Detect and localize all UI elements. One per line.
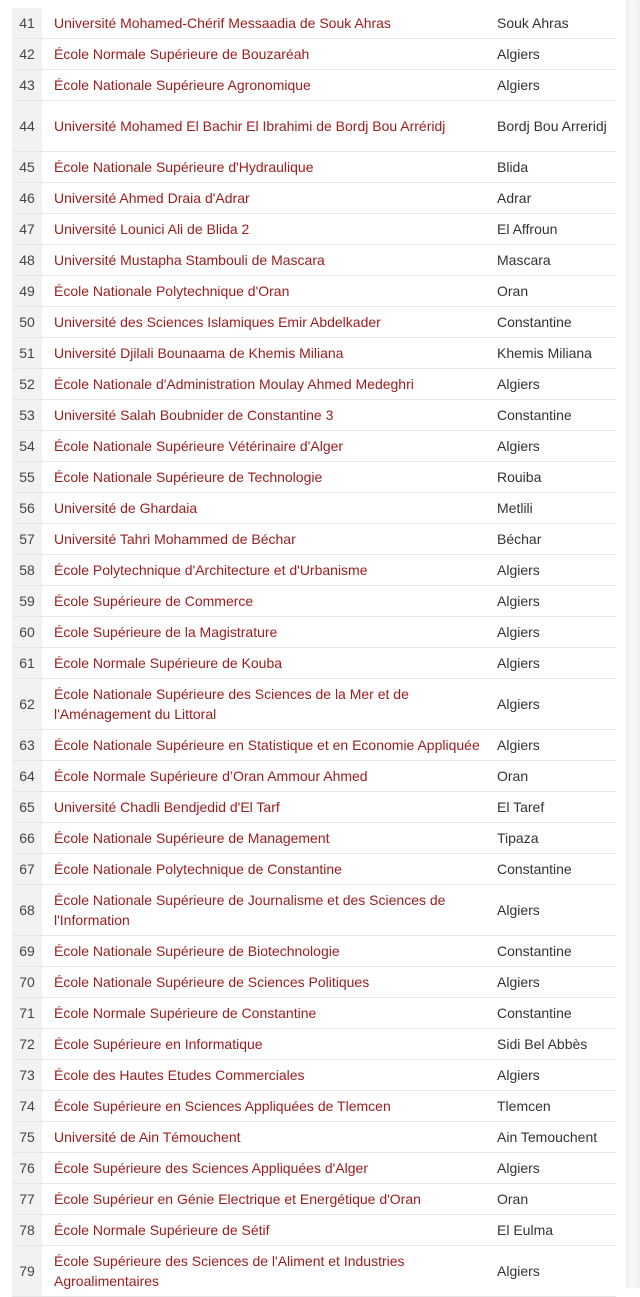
- university-link[interactable]: Université des Sciences Islamiques Emir Abdelkader: [54, 314, 381, 330]
- university-name-cell: [42, 998, 494, 1029]
- table-row: [12, 885, 616, 936]
- city-cell: El Taref: [494, 792, 616, 823]
- city-cell: Algiers: [494, 679, 616, 730]
- rank-cell: 71: [12, 998, 42, 1029]
- table-row: [12, 1153, 616, 1184]
- university-link[interactable]: École Normale Supérieure d’Oran Ammour Ahmed: [54, 768, 368, 784]
- table-row: [12, 555, 616, 586]
- city-cell: Algiers: [494, 369, 616, 400]
- table-row: [12, 1246, 616, 1297]
- university-link[interactable]: Université Mustapha Stambouli de Mascara: [54, 252, 325, 268]
- table-row: [12, 214, 616, 245]
- city-cell: Algiers: [494, 1060, 616, 1091]
- university-name-cell: [42, 792, 494, 823]
- rank-cell: 42: [12, 39, 42, 70]
- university-link[interactable]: École Nationale Supérieure de Journalisme et des Sciences de l'Information: [54, 892, 446, 928]
- university-name-cell: [42, 1122, 494, 1153]
- university-name-cell: [42, 1246, 494, 1297]
- university-name-cell: [42, 1091, 494, 1122]
- university-name-cell: [42, 400, 494, 431]
- rank-cell: 64: [12, 761, 42, 792]
- table-body: [12, 8, 616, 1297]
- city-cell: Constantine: [494, 307, 616, 338]
- table-row: [12, 730, 616, 761]
- university-name-cell: [42, 493, 494, 524]
- table-row: [12, 761, 616, 792]
- table-row: [12, 1091, 616, 1122]
- university-name-cell: [42, 648, 494, 679]
- rank-cell: 68: [12, 885, 42, 936]
- university-link[interactable]: École Nationale Polytechnique d'Oran: [54, 283, 290, 299]
- city-cell: Mascara: [494, 245, 616, 276]
- rank-cell: 60: [12, 617, 42, 648]
- table-row: [12, 70, 616, 101]
- rank-cell: 44: [12, 101, 42, 152]
- rank-cell: 54: [12, 431, 42, 462]
- table-row: [12, 998, 616, 1029]
- university-name-cell: [42, 885, 494, 936]
- university-link[interactable]: Université Mohamed-Chérif Messaadia de Souk Ahras: [54, 15, 391, 31]
- university-name-cell: [42, 854, 494, 885]
- university-name-cell: [42, 679, 494, 730]
- rank-cell: 74: [12, 1091, 42, 1122]
- university-link[interactable]: École Supérieure de Commerce: [54, 593, 254, 609]
- city-cell: Algiers: [494, 1246, 616, 1297]
- rank-cell: 49: [12, 276, 42, 307]
- university-name-cell: [42, 338, 494, 369]
- rank-cell: 48: [12, 245, 42, 276]
- table-row: [12, 823, 616, 854]
- university-link[interactable]: École Supérieure en Informatique: [54, 1036, 263, 1052]
- rank-cell: 45: [12, 152, 42, 183]
- rank-cell: 63: [12, 730, 42, 761]
- rank-cell: 59: [12, 586, 42, 617]
- university-link[interactable]: École Supérieure en Sciences Appliquées de Tlemcen: [54, 1098, 391, 1114]
- table-row: [12, 1122, 616, 1153]
- university-ranking-table: [12, 8, 616, 1297]
- table-row: [12, 1060, 616, 1091]
- rank-cell: 62: [12, 679, 42, 730]
- university-link[interactable]: Université de Ghardaia: [54, 500, 198, 516]
- university-name-cell: [42, 8, 494, 39]
- table-row: [12, 307, 616, 338]
- city-cell: Sidi Bel Abbès: [494, 1029, 616, 1060]
- table-row: [12, 183, 616, 214]
- university-name-cell: [42, 214, 494, 245]
- university-link[interactable]: École Nationale Supérieure de Biotechnologie: [54, 943, 340, 959]
- city-cell: Algiers: [494, 70, 616, 101]
- rank-cell: 58: [12, 555, 42, 586]
- city-cell: Bordj Bou Arreridj: [494, 101, 616, 152]
- table-row: [12, 8, 616, 39]
- university-name-cell: [42, 276, 494, 307]
- university-name-cell: [42, 462, 494, 493]
- rank-cell: 56: [12, 493, 42, 524]
- university-name-cell: [42, 617, 494, 648]
- university-name-cell: [42, 1060, 494, 1091]
- city-cell: Oran: [494, 1184, 616, 1215]
- rank-cell: 78: [12, 1215, 42, 1246]
- city-cell: Algiers: [494, 555, 616, 586]
- rank-cell: 47: [12, 214, 42, 245]
- university-link[interactable]: Université Salah Boubnider de Constantine 3: [54, 407, 334, 423]
- table-row: [12, 648, 616, 679]
- university-name-cell: [42, 936, 494, 967]
- city-cell: Tlemcen: [494, 1091, 616, 1122]
- city-cell: Algiers: [494, 967, 616, 998]
- rank-cell: 50: [12, 307, 42, 338]
- table-row: [12, 524, 616, 555]
- rank-cell: 70: [12, 967, 42, 998]
- university-name-cell: [42, 431, 494, 462]
- rank-cell: 69: [12, 936, 42, 967]
- city-cell: Oran: [494, 276, 616, 307]
- university-name-cell: [42, 183, 494, 214]
- university-name-cell: [42, 39, 494, 70]
- university-link[interactable]: École Supérieure des Sciences Appliquées d'Alger: [54, 1160, 368, 1176]
- university-link[interactable]: École Polytechnique d'Architecture et d'Urbanisme: [54, 562, 368, 578]
- table-row: [12, 431, 616, 462]
- city-cell: Béchar: [494, 524, 616, 555]
- university-name-cell: [42, 1184, 494, 1215]
- university-name-cell: [42, 152, 494, 183]
- university-name-cell: [42, 586, 494, 617]
- rank-cell: 72: [12, 1029, 42, 1060]
- city-cell: Constantine: [494, 936, 616, 967]
- rank-cell: 67: [12, 854, 42, 885]
- university-name-cell: [42, 967, 494, 998]
- university-name-cell: [42, 369, 494, 400]
- university-name-cell: [42, 245, 494, 276]
- university-name-cell: [42, 101, 494, 152]
- city-cell: Algiers: [494, 648, 616, 679]
- university-link[interactable]: Université Lounici Ali de Blida 2: [54, 221, 250, 237]
- city-cell: Constantine: [494, 998, 616, 1029]
- rank-cell: 77: [12, 1184, 42, 1215]
- university-link[interactable]: École Normale Supérieure de Constantine: [54, 1005, 317, 1021]
- city-cell: Souk Ahras: [494, 8, 616, 39]
- city-cell: Constantine: [494, 400, 616, 431]
- page-scrollbar[interactable]: [626, 0, 640, 1288]
- university-name-cell: [42, 307, 494, 338]
- table-row: [12, 338, 616, 369]
- city-cell: Ain Temouchent: [494, 1122, 616, 1153]
- city-cell: El Eulma: [494, 1215, 616, 1246]
- university-link[interactable]: École Supérieure des Sciences de l'Aliment et Industries Agroalimentaires: [54, 1253, 405, 1289]
- rank-cell: 55: [12, 462, 42, 493]
- city-cell: Algiers: [494, 431, 616, 462]
- rank-cell: 73: [12, 1060, 42, 1091]
- university-link[interactable]: École Nationale Supérieure des Sciences de la Mer et de l'Aménagement du Littoral: [54, 686, 409, 722]
- university-link[interactable]: Université de Ain Témouchent: [54, 1129, 241, 1145]
- rank-cell: 41: [12, 8, 42, 39]
- city-cell: Algiers: [494, 617, 616, 648]
- table-row: [12, 1215, 616, 1246]
- city-cell: Algiers: [494, 586, 616, 617]
- university-link[interactable]: École Nationale Supérieure en Statistique et en Economie Appliquée: [54, 737, 480, 753]
- table-row: [12, 792, 616, 823]
- rank-cell: 52: [12, 369, 42, 400]
- university-link[interactable]: École Nationale Polytechnique de Constantine: [54, 861, 342, 877]
- city-cell: El Affroun: [494, 214, 616, 245]
- university-link[interactable]: École Nationale Supérieure Agronomique: [54, 77, 311, 93]
- rank-cell: 57: [12, 524, 42, 555]
- table-row: [12, 369, 616, 400]
- table-row: [12, 967, 616, 998]
- university-link[interactable]: Université Tahri Mohammed de Béchar: [54, 531, 296, 547]
- city-cell: Tipaza: [494, 823, 616, 854]
- university-link[interactable]: Université Mohamed El Bachir El Ibrahimi de Bordj Bou Arréridj: [54, 118, 446, 134]
- university-link[interactable]: École Nationale Supérieure de Technologie: [54, 469, 323, 485]
- city-cell: Algiers: [494, 1153, 616, 1184]
- table-row: [12, 101, 616, 152]
- university-name-cell: [42, 1029, 494, 1060]
- university-link[interactable]: École Supérieure de la Magistrature: [54, 624, 278, 640]
- city-cell: Algiers: [494, 885, 616, 936]
- table-row: [12, 39, 616, 70]
- university-name-cell: [42, 70, 494, 101]
- university-link[interactable]: École Normale Supérieure de Kouba: [54, 655, 283, 671]
- university-link[interactable]: École Normale Supérieure de Bouzaréah: [54, 46, 310, 62]
- table-row: [12, 245, 616, 276]
- city-cell: Blida: [494, 152, 616, 183]
- city-cell: Metlili: [494, 493, 616, 524]
- rank-cell: 51: [12, 338, 42, 369]
- table-row: [12, 276, 616, 307]
- university-link[interactable]: École Nationale Supérieure Vétérinaire d'Alger: [54, 438, 344, 454]
- university-link[interactable]: École Nationale Supérieure d'Hydraulique: [54, 159, 314, 175]
- table-row: [12, 936, 616, 967]
- table-row: [12, 152, 616, 183]
- university-name-cell: [42, 761, 494, 792]
- rank-cell: 79: [12, 1246, 42, 1297]
- table-row: [12, 586, 616, 617]
- city-cell: Constantine: [494, 854, 616, 885]
- rank-cell: 43: [12, 70, 42, 101]
- university-link[interactable]: École Nationale Supérieure de Management: [54, 830, 330, 846]
- university-link[interactable]: École Supérieur en Génie Electrique et Energétique d'Oran: [54, 1191, 421, 1207]
- city-cell: Khemis Miliana: [494, 338, 616, 369]
- university-name-cell: [42, 1215, 494, 1246]
- table-row: [12, 854, 616, 885]
- university-link[interactable]: École Nationale d'Administration Moulay Ahmed Medeghri: [54, 376, 414, 392]
- city-cell: Oran: [494, 761, 616, 792]
- university-link[interactable]: Université Ahmed Draia d'Adrar: [54, 190, 250, 206]
- university-link[interactable]: École des Hautes Etudes Commerciales: [54, 1067, 305, 1083]
- rank-cell: 75: [12, 1122, 42, 1153]
- university-link[interactable]: École Normale Supérieure de Sétif: [54, 1222, 270, 1238]
- rank-cell: 66: [12, 823, 42, 854]
- university-name-cell: [42, 555, 494, 586]
- university-link[interactable]: Université Djilali Bounaama de Khemis Miliana: [54, 345, 344, 361]
- city-cell: Adrar: [494, 183, 616, 214]
- table-row: [12, 400, 616, 431]
- city-cell: Algiers: [494, 39, 616, 70]
- rank-cell: 76: [12, 1153, 42, 1184]
- table-row: [12, 462, 616, 493]
- rank-cell: 65: [12, 792, 42, 823]
- city-cell: Algiers: [494, 730, 616, 761]
- university-link[interactable]: Université Chadli Bendjedid d'El Tarf: [54, 799, 280, 815]
- university-name-cell: [42, 1153, 494, 1184]
- table-row: [12, 1184, 616, 1215]
- table-row: [12, 493, 616, 524]
- table-row: [12, 679, 616, 730]
- university-name-cell: [42, 730, 494, 761]
- scrollbar-thumb[interactable]: [629, 0, 637, 1288]
- city-cell: Rouiba: [494, 462, 616, 493]
- rank-cell: 53: [12, 400, 42, 431]
- university-name-cell: [42, 524, 494, 555]
- table-row: [12, 1029, 616, 1060]
- table-row: [12, 617, 616, 648]
- rank-cell: 61: [12, 648, 42, 679]
- rank-cell: 46: [12, 183, 42, 214]
- university-name-cell: [42, 823, 494, 854]
- university-link[interactable]: École Nationale Supérieure de Sciences Politiques: [54, 974, 370, 990]
